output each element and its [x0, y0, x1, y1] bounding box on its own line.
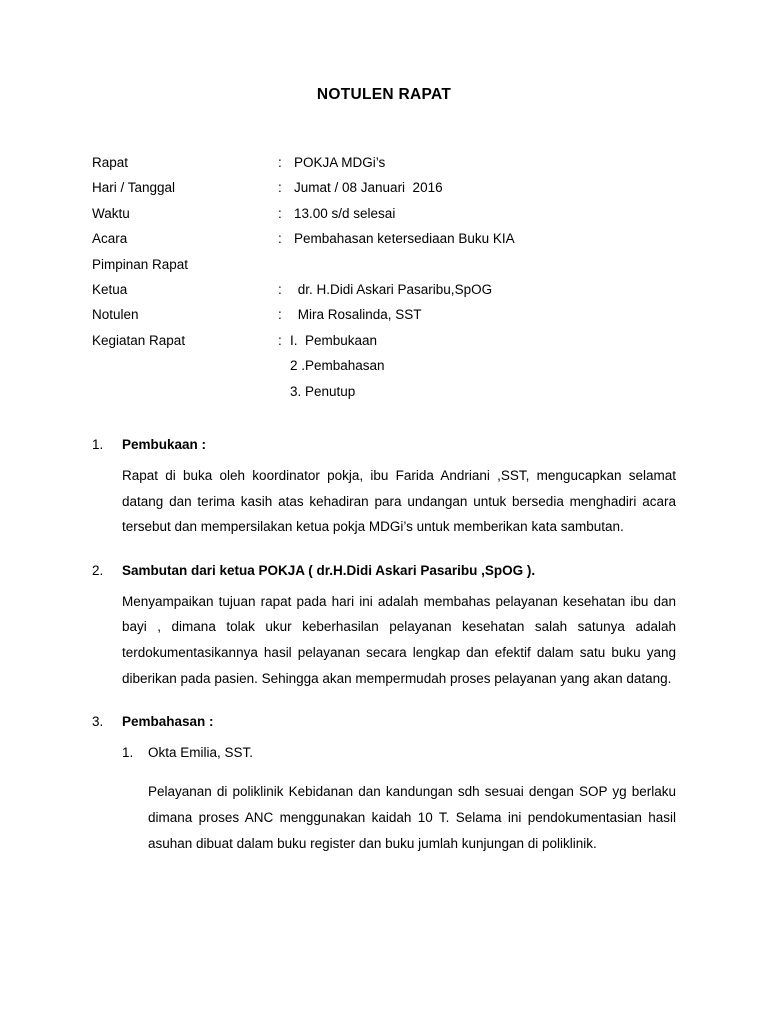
- section-body: [122, 589, 676, 691]
- meta-row: [92, 150, 676, 175]
- section-title: Pembahasan :: [122, 714, 214, 730]
- meta-label: Acara: [92, 231, 128, 247]
- meta-row: [92, 277, 676, 302]
- meta-separator: :: [278, 231, 282, 247]
- meeting-metadata: [92, 150, 676, 404]
- section-number: 3.: [92, 714, 104, 730]
- list-item: [122, 740, 676, 766]
- list-item-body: [148, 779, 676, 856]
- meta-value: POKJA MDGi’s: [294, 155, 386, 170]
- meta-row: [92, 201, 676, 226]
- meta-value: Jumat / 08 Januari 2016: [294, 180, 443, 196]
- meta-row-sub: [92, 353, 676, 378]
- meta-separator: :: [278, 307, 282, 323]
- meta-value: Pembahasan ketersediaan Buku KIA: [294, 231, 515, 247]
- meta-row: [92, 252, 676, 277]
- meta-value: Mira Rosalinda, SST: [294, 307, 422, 323]
- list-item-label: Okta Emilia, SST.: [148, 745, 254, 761]
- meta-label: Kegiatan Rapat: [92, 332, 186, 348]
- section-pembahasan: [92, 711, 676, 856]
- meta-separator: :: [278, 332, 282, 348]
- section-sambutan: [92, 560, 676, 691]
- section-heading: [92, 711, 676, 733]
- meta-label: Rapat: [92, 155, 129, 170]
- meta-label: Ketua: [92, 282, 128, 298]
- meta-row: [92, 328, 676, 353]
- section-paragraph: Menyampaikan tujuan rapat pada hari ini adalah membahas pelayanan kesehatan ibu dan bayi , dimana tolak ukur keberhasilan pelayanan kesehatan salah satunya adalah terdokumentasikannya hasil pelayanan secara lengkap dan efektif dalam satu buku yang diberikan pada pasien. Sehingga akan mempermudah proses pelayanan yang akan datang.: [122, 593, 676, 686]
- section-heading: [92, 434, 676, 456]
- page-title: NOTULEN RAPAT: [316, 86, 452, 103]
- meta-label: Notulen: [92, 307, 139, 323]
- meta-label: Hari / Tanggal: [92, 180, 176, 196]
- section-title: Sambutan dari ketua POKJA ( dr.H.Didi Askari Pasaribu ,SpOG ).: [122, 562, 536, 578]
- meta-separator: :: [278, 205, 282, 221]
- document-sections: [92, 434, 676, 856]
- meta-value: I. Pembukaan: [290, 332, 378, 348]
- list-item-number: 1.: [122, 745, 134, 761]
- meta-row: [92, 175, 676, 200]
- meta-separator: :: [278, 155, 282, 170]
- section-title: Pembukaan :: [122, 437, 207, 453]
- meta-value: 13.00 s/d selesai: [294, 205, 396, 221]
- section-pembukaan: [92, 434, 676, 540]
- section-paragraph: Pelayanan di poliklinik Kebidanan dan kandungan sdh sesuai dengan SOP yg berlaku dimana proses ANC menggunakan kaidah 10 T. Selama ini pendokumentasian hasil asuhan dibuat dalam buku register dan buku jumlah kunjungan di poliklinik.: [148, 784, 676, 851]
- kegiatan-sub-item: 3. Penutup: [290, 383, 356, 399]
- meta-row: [92, 302, 676, 327]
- meta-label: Pimpinan Rapat: [92, 256, 189, 272]
- section-number: 1.: [92, 437, 104, 453]
- meta-separator: :: [278, 282, 282, 298]
- section-subitems: [122, 740, 676, 856]
- kegiatan-sub-item: 2 .Pembahasan: [290, 358, 385, 374]
- meta-row: [92, 226, 676, 251]
- meta-value: dr. H.Didi Askari Pasaribu,SpOG: [294, 282, 493, 298]
- section-body: [122, 463, 676, 540]
- meta-row-sub: [92, 379, 676, 404]
- section-heading: [92, 560, 676, 582]
- section-number: 2.: [92, 562, 104, 578]
- meta-label: Waktu: [92, 205, 130, 221]
- meta-separator: :: [278, 180, 282, 196]
- section-paragraph: Rapat di buka oleh koordinator pokja, ibu Farida Andriani ,SST, mengucapkan selamat datang dan terima kasih atas kehadiran para undangan untuk bersedia menghadiri acara tersebut dan mempersilakan ketua pokja MDGi’s untuk memberikan kata sambutan.: [122, 468, 676, 535]
